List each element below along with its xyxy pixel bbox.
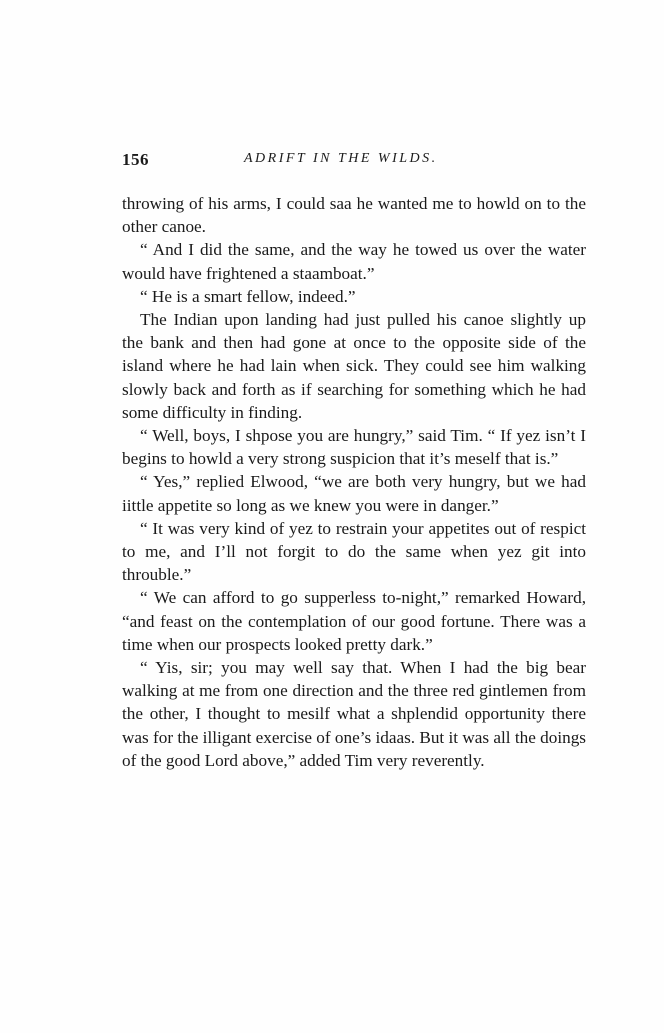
paragraph-4: The Indian upon landing had just pulled his canoe slightly up the bank and then had gone at once to the opposite side of the island where he had lain when sick. They could see him walking slowly back and forth as if searching for something which he had some difficulty in finding. (122, 310, 586, 422)
paragraph-6: “ Yes,” replied Elwood, “we are both very hungry, but we had iittle appetite so long as we knew you were in danger.” (122, 472, 586, 515)
paragraph-3: “ He is a smart fellow, indeed.” (140, 286, 356, 306)
paragraph-9: “ Yis, sir; you may well say that. When I had the big bear walking at me from one direction and the three red gintlemen from the other, I thought to mesilf what a shplendid opportunity there was for the illigant exercise of one’s idaas. But it was all the doings of the good Lord above,” added Tim very reverently. (122, 658, 586, 770)
paragraph-1: throwing of his arms, I could saa he wanted me to howld on to the other canoe. (122, 194, 586, 237)
paragraph-2: “ And I did the same, and the way he towed us over the water would have frightened a staamboat.” (122, 240, 586, 283)
page-number: 156 (122, 150, 149, 169)
page-header (122, 150, 587, 176)
paragraph-8: “ We can afford to go supperless to-night,” remarked Howard, “and feast on the contemplation of our good fortune. There was a time when our prospects looked pretty dark.” (122, 588, 586, 654)
paragraph-7: “ It was very kind of yez to restrain your appetites out of respict to me, and I’ll not forgit to do the same when yez git into throuble.” (122, 518, 586, 585)
paragraph-5: “ Well, boys, I shpose you are hungry,” said Tim. “ If yez isn’t I begins to howld a very strong suspicion that it’s meself that is.” (122, 426, 586, 469)
body-text (122, 192, 586, 772)
running-title: ADRIFT IN THE WILDS. (244, 151, 438, 166)
